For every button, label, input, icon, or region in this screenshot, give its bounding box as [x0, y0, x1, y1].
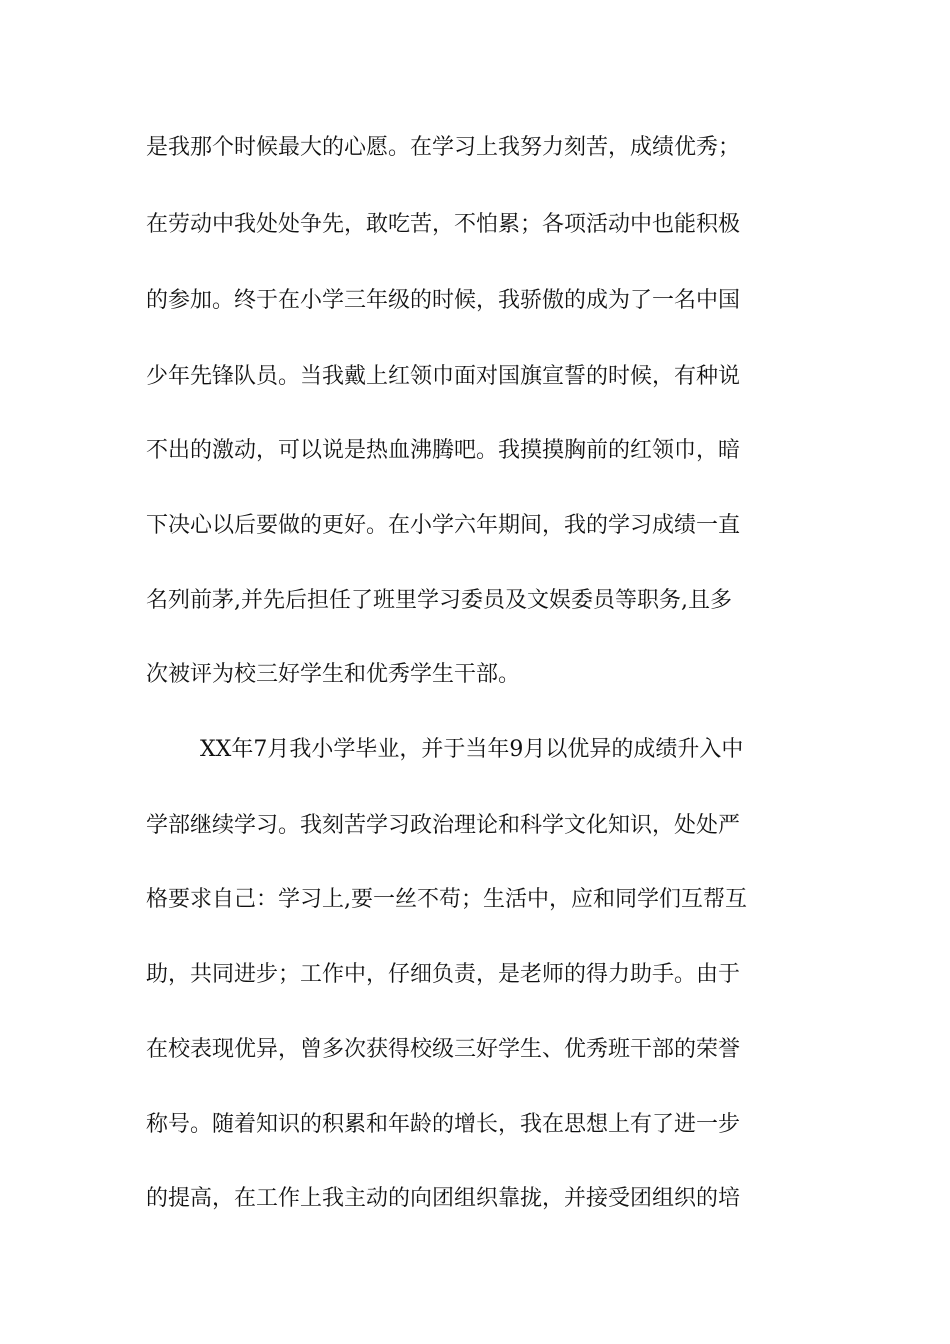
text-line: 在劳动中我处处争先，敢吃苦，不怕累；各项活动中也能积极	[146, 212, 741, 237]
text-line: 是我那个时候最大的心愿。在学习上我努力刻苦，成绩优秀；	[146, 135, 741, 160]
text-line: 学部继续学习。我刻苦学习政治理论和科学文化知识，处处严	[146, 813, 741, 838]
text-line: 格要求自己：学习上,要一丝不苟；生活中，应和同学们互帮互	[146, 887, 747, 912]
paragraph-start-line: XX年7月我小学毕业，并于当年9月以优异的成绩升入中	[200, 737, 744, 762]
text-line: 不出的激动，可以说是热血沸腾吧。我摸摸胸前的红领巾，暗	[146, 438, 741, 463]
text-line: 名列前茅,并先后担任了班里学习委员及文娱委员等职务,且多	[146, 588, 732, 613]
text-line: 在校表现优异，曾多次获得校级三好学生、优秀班干部的荣誉	[146, 1037, 741, 1062]
text-line: 次被评为校三好学生和优秀学生干部。	[146, 662, 521, 687]
text-line: 下决心以后要做的更好。在小学六年期间，我的学习成绩一直	[146, 513, 741, 538]
text-line: 助，共同进步；工作中，仔细负责，是老师的得力助手。由于	[146, 962, 741, 987]
text-line: 的参加。终于在小学三年级的时候，我骄傲的成为了一名中国	[146, 288, 741, 313]
text-line: 称号。随着知识的积累和年龄的增长，我在思想上有了进一步	[146, 1112, 741, 1137]
text-line: 的提高，在工作上我主动的向团组织靠拢，并接受团组织的培	[146, 1186, 741, 1211]
text-line: 少年先锋队员。当我戴上红领巾面对国旗宣誓的时候，有种说	[146, 364, 741, 389]
